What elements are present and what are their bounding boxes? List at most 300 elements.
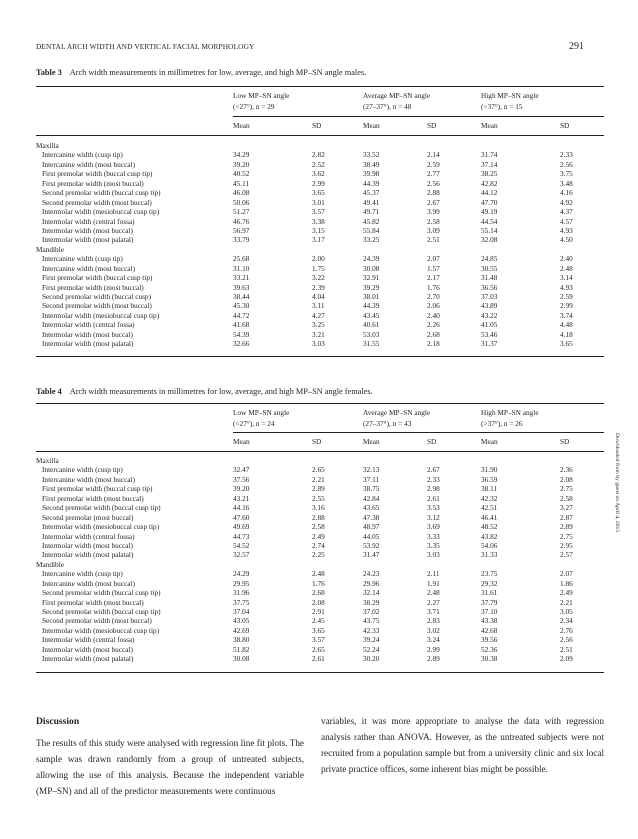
mean-cell: 31.48: [481, 273, 498, 283]
mean-cell: 56.97: [233, 225, 250, 235]
sd-cell: 3.65: [560, 339, 573, 349]
sd-cell: 2.58: [560, 493, 573, 503]
mean-cell: 38.75: [363, 484, 380, 494]
mean-cell: 54.39: [233, 329, 250, 339]
mean-cell: 39.56: [481, 635, 498, 645]
mean-cell: 44.73: [233, 531, 250, 541]
table-row: [36, 254, 604, 263]
mean-cell: 42.84: [363, 493, 380, 503]
mean-cell: 38.11: [481, 484, 498, 494]
row-label: Intercanine width (most buccal): [42, 474, 135, 484]
row-label: Intercanine width (most buccal): [42, 263, 135, 273]
mean-cell: 46.76: [233, 216, 250, 226]
sd-cell: 2.51: [427, 235, 440, 245]
mean-cell: 49.71: [363, 207, 380, 217]
mean-cell: 30.38: [481, 654, 498, 664]
row-label: Second premolar width (buccal cusp tip): [42, 607, 161, 616]
sd-cell: 3.53: [427, 503, 440, 513]
sd-cell: 3.62: [312, 169, 325, 179]
row-label: Second premolar width (most buccal): [42, 301, 152, 311]
mean-cell: 31.55: [363, 339, 380, 349]
row-label: Second premolar width (most buccal): [42, 197, 152, 207]
mean-cell: 44.12: [481, 188, 498, 198]
mean-cell: 37.04: [233, 607, 250, 616]
mean-cell: 49.41: [363, 197, 380, 207]
sd-cell: 2.33: [427, 474, 440, 484]
row-label: Second premolar width (buccal cusp tip): [42, 588, 161, 598]
mean-cell: 34.29: [233, 150, 250, 160]
sd-cell: 3.38: [312, 216, 325, 226]
table3-col-mean: Mean: [363, 121, 380, 130]
sd-cell: 2.08: [560, 474, 573, 484]
mean-cell: 32.91: [363, 273, 380, 283]
mean-cell: 47.70: [481, 197, 498, 207]
section-label: Mandible: [36, 244, 64, 254]
sd-cell: 1.91: [427, 578, 440, 588]
sd-cell: 2.26: [427, 320, 440, 330]
mean-cell: 53.03: [363, 329, 380, 339]
table4-col-mean: Mean: [233, 437, 250, 446]
table4-col-sd: SD: [560, 437, 570, 446]
sd-cell: 2.17: [427, 273, 440, 283]
sd-cell: 2.36: [560, 465, 573, 475]
sd-cell: 2.67: [427, 197, 440, 207]
section-label: Maxilla: [36, 141, 59, 150]
table-row: [36, 616, 604, 625]
mean-cell: 43.82: [481, 531, 498, 541]
mean-cell: 43.21: [233, 493, 250, 503]
sd-cell: 2.39: [312, 282, 325, 292]
table-row: [36, 235, 604, 244]
mean-cell: 45.37: [363, 188, 380, 198]
mean-cell: 24.39: [363, 254, 380, 264]
table4-body: [36, 456, 604, 664]
sd-cell: 4.16: [560, 188, 573, 198]
table-row: [36, 339, 604, 348]
sd-cell: 2.40: [560, 254, 573, 264]
table-row: [36, 150, 604, 159]
row-label: Second premolar (most buccal): [42, 512, 134, 522]
row-label: First premolar width (most buccal): [42, 282, 144, 292]
table4-header-rule: [36, 451, 604, 452]
table-row: [36, 198, 604, 207]
mean-cell: 46.08: [233, 188, 250, 198]
mean-cell: 47.60: [233, 512, 250, 522]
table3-body: [36, 141, 604, 349]
table-row: [36, 645, 604, 654]
table3-col-sd: SD: [560, 121, 570, 130]
sd-cell: 2.52: [312, 159, 325, 169]
sd-cell: 2.34: [560, 616, 573, 626]
mean-cell: 48.52: [481, 522, 498, 532]
row-label: First premolar width (most buccal): [42, 178, 144, 188]
sd-cell: 2.48: [312, 569, 325, 579]
group-n: (>37°), n = 26: [481, 419, 523, 428]
mean-cell: 55.84: [363, 225, 380, 235]
mean-cell: 43.05: [233, 616, 250, 626]
row-label: Intermolar width (mesiobuccal cusp tip): [42, 522, 160, 532]
sd-cell: 2.06: [427, 301, 440, 311]
mean-cell: 39.29: [363, 282, 380, 292]
sd-cell: 3.12: [427, 512, 440, 522]
group-name: High MP–SN angle: [481, 408, 539, 417]
sd-cell: 3.57: [312, 635, 325, 645]
mean-cell: 24.85: [481, 254, 498, 264]
mean-cell: 33.21: [233, 273, 250, 283]
mean-cell: 32.66: [233, 339, 250, 349]
table3-caption: [36, 68, 366, 77]
mean-cell: 43.38: [481, 616, 498, 626]
sd-cell: 2.68: [427, 329, 440, 339]
sd-cell: 2.99: [560, 301, 573, 311]
group-name: Low MP–SN angle: [233, 91, 290, 100]
table4-col-sd: SD: [312, 437, 322, 446]
table-row: [36, 654, 604, 663]
sd-cell: 3.05: [560, 607, 573, 616]
mean-cell: 42.32: [481, 493, 498, 503]
table-row: [36, 283, 604, 292]
group-n: (<27°), n = 24: [233, 419, 275, 428]
sd-cell: 4.57: [560, 216, 573, 226]
sd-cell: 3.65: [312, 188, 325, 198]
table3-caption-text: Arch width measurements in millimetres for low, average, and high MP–SN angle males.: [69, 68, 367, 77]
table4-col-mean: Mean: [363, 437, 380, 446]
mean-cell: 51.82: [233, 644, 250, 654]
mean-cell: 54.06: [481, 540, 498, 550]
discussion-left-column: The results of this study were analysed with regression line fit plots. The sample was drawn randomly from a group of untreated subjects, allowing the use of this analysis. Because the independent variable (MP–SN) and all of the predictor measurements were continuous: [36, 738, 304, 796]
sd-cell: 3.24: [427, 635, 440, 645]
sd-cell: 2.56: [560, 159, 573, 169]
table-row: [36, 532, 604, 541]
table4-caption-text: Arch width measurements in millimetres for low, average, and high MP–SN angle females.: [69, 387, 373, 396]
sd-cell: 2.61: [312, 654, 325, 664]
sd-cell: 2.88: [312, 512, 325, 522]
sd-cell: 3.16: [312, 503, 325, 513]
table-row: [36, 484, 604, 493]
sd-cell: 2.68: [312, 588, 325, 598]
mean-cell: 33.79: [233, 235, 250, 245]
sd-cell: 2.45: [312, 616, 325, 626]
row-label: First premolar width (most buccal): [42, 493, 144, 503]
mean-cell: 44.72: [233, 310, 250, 320]
row-label: First premolar width (most buccal): [42, 597, 144, 607]
table-row: [36, 522, 604, 531]
mean-cell: 29.95: [233, 578, 250, 588]
group-n: (<27°), n = 29: [233, 102, 275, 111]
mean-cell: 54.52: [233, 540, 250, 550]
sd-cell: 4.50: [560, 235, 573, 245]
sd-cell: 2.11: [427, 569, 440, 579]
mean-cell: 32.13: [363, 465, 380, 475]
table-row: [36, 579, 604, 588]
mean-cell: 42.68: [481, 625, 498, 635]
sd-cell: 2.56: [427, 178, 440, 188]
sd-cell: 4.93: [560, 282, 573, 292]
sd-cell: 3.74: [560, 310, 573, 320]
discussion-heading: Discussion: [36, 716, 80, 727]
group-n: (27–37°), n = 43: [363, 419, 412, 428]
sd-cell: 2.65: [312, 644, 325, 654]
sd-cell: 2.75: [560, 484, 573, 494]
mean-cell: 32.14: [363, 588, 380, 598]
mean-cell: 29.32: [481, 578, 498, 588]
mean-cell: 30.08: [233, 654, 250, 664]
mean-cell: 53.92: [363, 540, 380, 550]
sd-cell: 3.69: [427, 522, 440, 532]
table-row: [36, 330, 604, 339]
table4-top-rule: [36, 403, 604, 404]
row-label: Second premolar width (buccal cusp tip): [42, 503, 161, 513]
mean-cell: 38.01: [363, 292, 380, 301]
sd-cell: 2.49: [560, 588, 573, 598]
table-row: [36, 292, 604, 301]
sd-cell: 2.99: [312, 178, 325, 188]
sd-cell: 4.37: [560, 207, 573, 217]
row-label: Intermolar width (central fossa): [42, 216, 135, 226]
mean-cell: 38.25: [481, 169, 498, 179]
sd-cell: 2.07: [427, 254, 440, 264]
mean-cell: 43.22: [481, 310, 498, 320]
table3-group-high: [481, 90, 539, 112]
table-row: [36, 207, 604, 216]
table4-caption: [36, 387, 373, 396]
table4-bottom-rule: [36, 672, 604, 673]
mean-cell: 43.75: [363, 616, 380, 626]
row-label: First premolar width (buccal cusp tip): [42, 484, 153, 494]
row-label: Intermolar width (most palatal): [42, 550, 134, 560]
mean-cell: 44.54: [481, 216, 498, 226]
mean-cell: 38.44: [233, 292, 250, 301]
sd-cell: 3.14: [560, 273, 573, 283]
sd-cell: 4.48: [560, 320, 573, 330]
table4-group-low: [233, 407, 289, 429]
row-label: Intercanine width (most buccal): [42, 578, 135, 588]
row-label: Second premolar width (buccal cusp): [42, 292, 152, 301]
sd-cell: 2.18: [427, 339, 440, 349]
row-label: Second premolar width (most buccal): [42, 616, 152, 626]
mean-cell: 47.38: [363, 512, 380, 522]
table-row: [36, 301, 604, 310]
table3-bottom-rule: [36, 356, 604, 357]
sd-cell: 1.57: [427, 263, 440, 273]
mean-cell: 42.51: [481, 503, 498, 513]
mean-cell: 37.56: [233, 474, 250, 484]
mean-cell: 39.63: [233, 282, 250, 292]
sd-cell: 2.49: [312, 531, 325, 541]
group-n: (27–37°), n = 48: [363, 102, 412, 111]
table4-label: Table 4: [36, 387, 62, 396]
mean-cell: 44.39: [363, 178, 380, 188]
sd-cell: 2.70: [427, 292, 440, 301]
table4-col-sd: SD: [427, 437, 437, 446]
sd-cell: 3.33: [427, 531, 440, 541]
mean-cell: 44.16: [233, 503, 250, 513]
sd-cell: 2.75: [560, 531, 573, 541]
table3-label: Table 3: [36, 68, 62, 77]
page-number: 291: [569, 41, 584, 52]
sd-cell: 3.15: [312, 225, 325, 235]
mean-cell: 38.29: [363, 597, 380, 607]
sd-cell: 2.95: [560, 540, 573, 550]
mean-cell: 32.47: [233, 465, 250, 475]
sd-cell: 2.88: [427, 188, 440, 198]
mean-cell: 52.36: [481, 644, 498, 654]
sd-cell: 2.51: [560, 644, 573, 654]
mean-cell: 45.82: [363, 216, 380, 226]
table-row: [36, 494, 604, 503]
mean-cell: 39.24: [363, 635, 380, 645]
sd-cell: 3.48: [560, 178, 573, 188]
sd-cell: 1.76: [427, 282, 440, 292]
sd-cell: 2.59: [427, 159, 440, 169]
sd-cell: 2.40: [427, 310, 440, 320]
table3-col-sd: SD: [312, 121, 322, 130]
table3-sub-rule: [233, 116, 604, 117]
mean-cell: 45.11: [233, 178, 250, 188]
table3-top-rule: [36, 86, 604, 87]
group-n: (>37°), n = 15: [481, 102, 523, 111]
discussion-right-column: variables, it was more appropriate to analyse the data with regression analysis rather than ANOVA. However, as the untreated subjects were not recruited from a population sample but from a university clinic and six local private practice offices, some inherent bias might be possible.: [321, 716, 604, 774]
sd-cell: 4.18: [560, 329, 573, 339]
mean-cell: 37.75: [233, 597, 250, 607]
sd-cell: 2.25: [312, 550, 325, 560]
sd-cell: 2.48: [560, 263, 573, 273]
sd-cell: 1.76: [312, 578, 325, 588]
sd-cell: 2.89: [312, 484, 325, 494]
row-label: Intermolar width (most buccal): [42, 329, 133, 339]
mean-cell: 33.25: [363, 235, 380, 245]
sd-cell: 4.04: [312, 292, 325, 301]
table3-col-mean: Mean: [481, 121, 498, 130]
row-label: Intermolar width (most buccal): [42, 644, 133, 654]
sd-cell: 2.21: [560, 597, 573, 607]
table-row: [36, 465, 604, 474]
row-label: Intermolar width (most palatal): [42, 339, 134, 349]
row-label: Intermolar width (most palatal): [42, 235, 134, 245]
sd-cell: 3.11: [312, 301, 325, 311]
table-row: [36, 226, 604, 235]
mean-cell: 41.05: [481, 320, 498, 330]
mean-cell: 38.80: [233, 635, 250, 645]
sd-cell: 3.03: [312, 339, 325, 349]
row-label: Intercanine width (most buccal): [42, 159, 135, 169]
running-head: DENTAL ARCH WIDTH AND VERTICAL FACIAL MORPHOLOGY: [36, 42, 255, 51]
sd-cell: 2.74: [312, 540, 325, 550]
mean-cell: 41.68: [233, 320, 250, 330]
mean-cell: 36.56: [481, 282, 498, 292]
sd-cell: 3.27: [560, 503, 573, 513]
sd-cell: 4.27: [312, 310, 325, 320]
row-label: Intermolar width (most buccal): [42, 225, 133, 235]
sd-cell: 3.25: [312, 320, 325, 330]
row-label: Second premolar width (buccal cusp tip): [42, 188, 161, 198]
row-label: Intercanine width (cusp tip): [42, 150, 123, 160]
table-row: [36, 311, 604, 320]
group-name: Average MP–SN angle: [363, 408, 431, 417]
sd-cell: 4.92: [560, 197, 573, 207]
mean-cell: 31.37: [481, 339, 498, 349]
table3-col-sd: SD: [427, 121, 437, 130]
sd-cell: 3.65: [312, 625, 325, 635]
sd-cell: 2.27: [427, 597, 440, 607]
table-row: [36, 264, 604, 273]
mean-cell: 42.82: [481, 178, 498, 188]
row-label: Intermolar width (central fossa): [42, 320, 135, 330]
download-note: Downloaded from by guest on April 4, 2015: [614, 433, 620, 533]
mean-cell: 33.52: [363, 150, 380, 160]
sd-cell: 2.58: [427, 216, 440, 226]
mean-cell: 43.89: [481, 301, 498, 311]
mean-cell: 44.39: [363, 301, 380, 311]
mean-cell: 29.96: [363, 578, 380, 588]
sd-cell: 2.56: [560, 635, 573, 645]
group-name: High MP–SN angle: [481, 91, 539, 100]
sd-cell: 2.98: [427, 484, 440, 494]
row-label: Intermolar width (mesiobuccal cusp tip): [42, 310, 160, 320]
table-row: [36, 588, 604, 597]
sd-cell: 2.07: [560, 569, 573, 579]
sd-cell: 2.77: [427, 169, 440, 179]
group-name: Average MP–SN angle: [363, 91, 431, 100]
mean-cell: 30.20: [363, 654, 380, 664]
mean-cell: 31.90: [481, 465, 498, 475]
sd-cell: 2.58: [312, 522, 325, 532]
sd-cell: 3.17: [312, 235, 325, 245]
sd-cell: 3.02: [427, 625, 440, 635]
row-label: Intermolar width (central fossa): [42, 635, 135, 645]
row-label: Intercanine width (cusp tip): [42, 254, 123, 264]
table-row: [36, 598, 604, 607]
table-row: [36, 503, 604, 512]
sd-cell: 1.75: [312, 263, 325, 273]
sd-cell: 2.76: [560, 625, 573, 635]
mean-cell: 37.03: [481, 292, 498, 301]
mean-cell: 37.14: [481, 159, 498, 169]
table-row: [36, 607, 604, 616]
mean-cell: 32.08: [481, 235, 498, 245]
sd-cell: 2.67: [427, 465, 440, 475]
mean-cell: 49.19: [481, 207, 498, 217]
table-row: [36, 513, 604, 522]
sd-cell: 2.89: [560, 522, 573, 532]
sd-cell: 3.21: [312, 329, 325, 339]
mean-cell: 31.74: [481, 150, 498, 160]
table3-group-low: [233, 90, 289, 112]
table4-group-average: [363, 407, 430, 429]
table3-group-average: [363, 90, 430, 112]
sd-cell: 3.22: [312, 273, 325, 283]
sd-cell: 2.09: [560, 654, 573, 664]
mean-cell: 24.23: [363, 569, 380, 579]
sd-cell: 2.82: [312, 150, 325, 160]
table-row: [36, 169, 604, 178]
mean-cell: 31.10: [233, 263, 250, 273]
sd-cell: 2.89: [427, 654, 440, 664]
mean-cell: 30.55: [481, 263, 498, 273]
mean-cell: 52.24: [363, 644, 380, 654]
sd-cell: 2.87: [560, 512, 573, 522]
sd-cell: 3.09: [427, 225, 440, 235]
table-row: [36, 320, 604, 329]
sd-cell: 2.59: [560, 292, 573, 301]
mean-cell: 45.30: [233, 301, 250, 311]
mean-cell: 39.20: [233, 484, 250, 494]
mean-cell: 38.49: [363, 159, 380, 169]
sd-cell: 2.57: [560, 550, 573, 560]
sd-cell: 1.86: [560, 578, 573, 588]
mean-cell: 23.75: [481, 569, 498, 579]
sd-cell: 2.99: [427, 644, 440, 654]
